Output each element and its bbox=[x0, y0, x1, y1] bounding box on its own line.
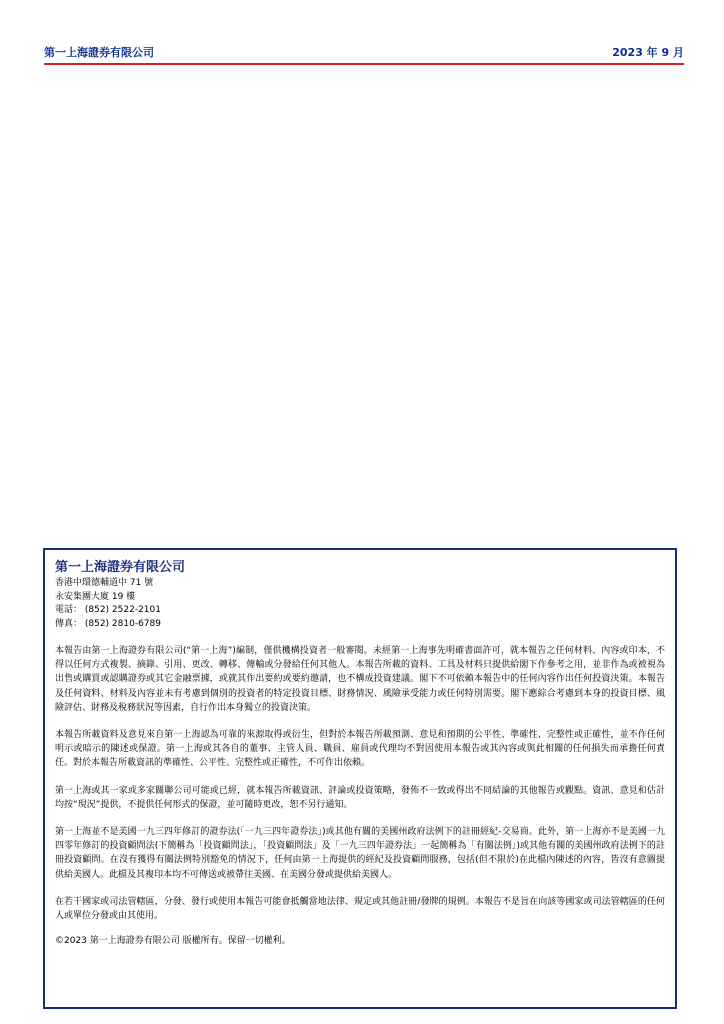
header-date: 2023 年 9 月 bbox=[612, 46, 684, 59]
disclaimer-title: 第一上海證券有限公司 bbox=[55, 560, 186, 575]
copyright-notice: ©2023 第一上海證券有限公司 版權所有。保留一切權利。 bbox=[55, 936, 291, 947]
phone-line: 電話： (852) 2522-2101 bbox=[55, 605, 161, 615]
disclaimer-paragraph: 本報告所載資料及意見來自第一上海認為可靠的來源取得或衍生，但對於本報告所載預測、意見和預期的公平性、準確性、完整性或正確性，並不作任何明示或暗示的陳述或保證。第一上海或其各自的董事、主管人員、職員、雇員或代理均不對因使用本報告或其內容或與此相關的任何損失而承擔任何責任。對於本報告所載資訊的準確性、公平性、完整性或正確性，不可作出依賴。 bbox=[55, 730, 665, 769]
header-divider bbox=[44, 63, 684, 65]
page-header bbox=[44, 42, 684, 66]
fax-line: 傳真： (852) 2810-6789 bbox=[55, 618, 161, 629]
header-company-name: 第一上海證券有限公司 bbox=[44, 46, 154, 59]
disclaimer-paragraph: 在若干國家或司法管轄區，分發、發行或使用本報告可能會抵觸當地法律、規定或其他註冊/發牌的規例。本報告不是旨在向該等國家或司法管轄區的任何人或單位分發或由其使用。 bbox=[55, 896, 665, 922]
address-line: 永安集團大廈 19 樓 bbox=[55, 591, 136, 602]
address-line: 香港中環德輔道中 71 號 bbox=[55, 578, 154, 588]
disclaimer-paragraph: 第一上海或其一家或多家關聯公司可能或已經，就本報告所載資訊、評論或投資策略，發佈不一致或得出不同結論的其他報告或觀點。資訊、意見和估計均按“現況”提供，不提供任何形式的保證，並可隨時更改，恕不另行通知。 bbox=[55, 785, 665, 810]
disclaimer-box bbox=[43, 548, 677, 1009]
disclaimer-paragraph: 第一上海並不是美國一九三四年修訂的證券法(「一九三四年證券法」)或其他有關的美國州政府法例下的註冊經紀-交易商。此外，第一上海亦不是美國一九四零年修訂的投資顧問法(下簡稱為「投資顧問法」，「投資顧問法」及「一九三四年證券法」一起簡稱為「有關法例」)或其他有關的美國州政府法例下的註冊投資顧問。在沒有獲得有關法例特別豁免的情況下，任何由第一上海提供的經紀及投資顧問服務，包括(但不限於)在此檔內陳述的內容，皆沒有意圖提供給美國人。此檔及其複印本均不可傳送或被帶往美國、在美國分發或提供給美國人。 bbox=[55, 827, 665, 880]
company-address bbox=[55, 577, 665, 631]
disclaimer-paragraph: 本報告由第一上海證券有限公司(“第一上海”)編制，僅供機構投資者一般審閱。未經第一上海事先明確書面許可，就本報告之任何材料、內容或印本，不得以任何方式複製、摘錄、引用、更改、轉移、傳輸或分發給任何其他人。本報告所載的資料、工具及材料只提供給閣下作參考之用，並非作為或被視為出售或購買或認購證券或其它金融票據，或就其作出要約或要約邀請，也不構成投資建議。閣下不可依賴本報告中的任何內容作出任何投資決策。本報告及任何資料、材料及內容並未有考慮到個別的投資者的特定投資目標、財務情況、風險承受能力或任何特別需要。閣下應綜合考慮到本身的投資目標、風險評估、財務及稅務狀況等因素，自行作出本身獨立的投資決策。 bbox=[55, 646, 665, 713]
